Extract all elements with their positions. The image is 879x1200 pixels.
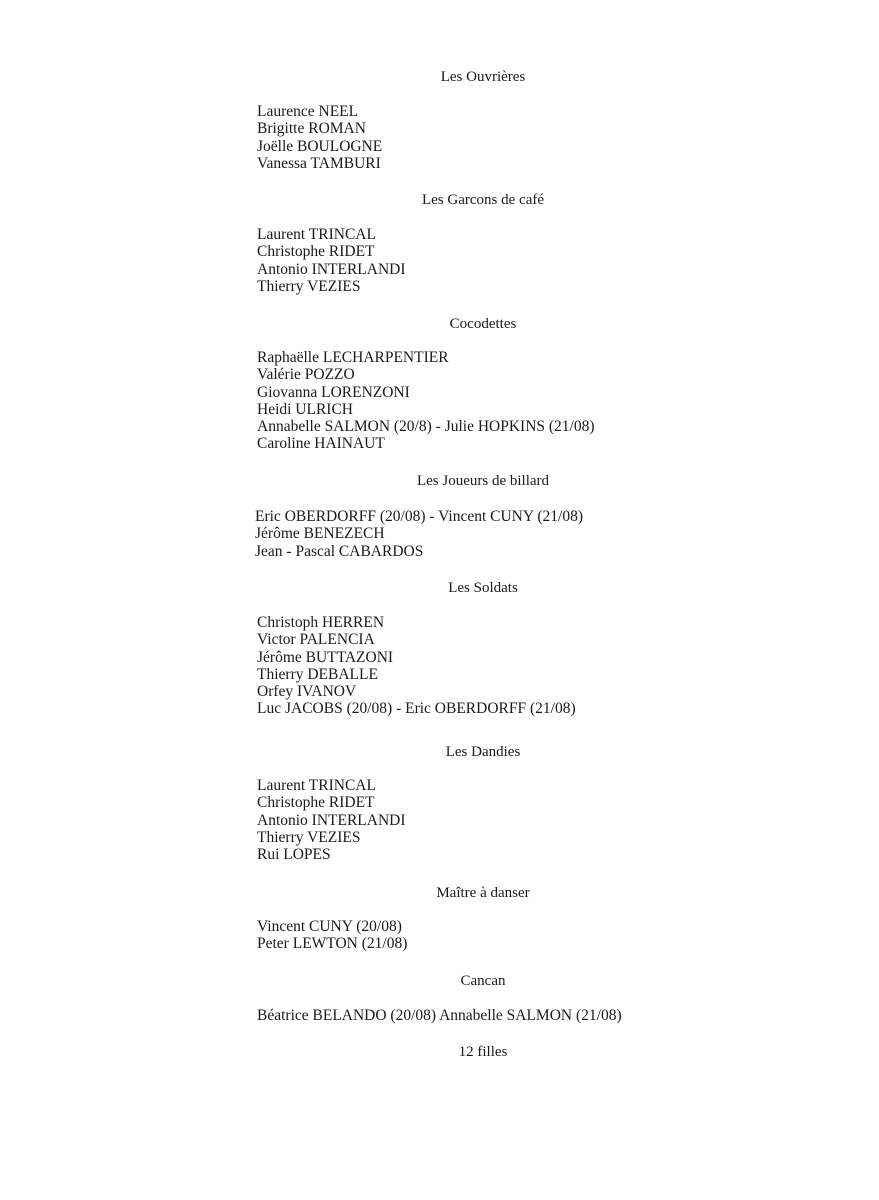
section-heading-dandies: Les Dandies [445,744,521,760]
cast-name: Christophe RIDET [257,794,375,812]
cast-name: Laurence NEEL [257,103,359,120]
section-heading-cancan: Cancan [460,973,506,989]
cast-name: Vincent CUNY (20/08) [257,918,402,935]
cast-name: Annabelle SALMON (20/8) - Julie HOPKINS (21/08) [257,418,595,436]
cast-name: Raphaëlle LECHARPENTIER [257,349,449,366]
cast-name: Rui LOPES [257,846,331,864]
cast-name: Christophe RIDET [257,243,375,261]
cast-name: Jean - Pascal CABARDOS [255,542,424,560]
cast-name: Joëlle BOULOGNE [257,137,383,155]
cast-name: Thierry VEZIES [257,828,361,846]
cast-name: Peter LEWTON (21/08) [257,935,408,953]
section-heading-12-filles: 12 filles [458,1044,508,1060]
section-names-ouvrieres [257,103,382,172]
cast-name: Jérôme BENEZECH [255,525,385,543]
cast-name: Antonio INTERLANDI [257,811,406,829]
cast-name: Orfey IVANOV [257,683,357,701]
cast-name: Caroline HAINAUT [257,435,385,453]
section-heading-joueurs-de-billard: Les Joueurs de billard [416,473,550,489]
section-names-maitre-a-danser [257,918,407,953]
cast-name: Heidi ULRICH [257,400,354,418]
cast-name: Antonio INTERLANDI [257,260,406,278]
section-names-cocodettes [257,349,595,453]
cast-name: Brigitte ROMAN [257,120,366,138]
cast-name: Béatrice BELANDO (20/08) Annabelle SALMON (21/08) [257,1007,622,1024]
cast-name: Laurent TRINCAL [257,226,376,243]
cast-name: Giovanna LORENZONI [257,383,410,401]
cast-name: Christoph HERREN [257,614,385,631]
section-names-soldats [257,614,576,718]
section-names-cancan [257,1007,622,1024]
section-names-dandies [257,777,406,863]
cast-name: Victor PALENCIA [257,631,375,649]
section-names-joueurs-de-billard [255,508,583,560]
section-heading-ouvrieres: Les Ouvrières [440,69,526,85]
cast-name: Thierry VEZIES [257,277,361,295]
cast-name: Vanessa TAMBURI [257,154,381,172]
cast-name: Luc JACOBS (20/08) - Eric OBERDORFF (21/08) [257,700,576,718]
cast-name: Jérôme BUTTAZONI [257,648,394,666]
section-heading-cocodettes: Cocodettes [449,316,517,332]
cast-name: Thierry DEBALLE [257,665,378,683]
cast-name: Eric OBERDORFF (20/08) - Vincent CUNY (21/08) [255,508,583,525]
section-heading-maitre-a-danser: Maître à danser [436,885,530,901]
section-heading-soldats: Les Soldats [448,580,518,596]
section-heading-garcons-de-cafe: Les Garcons de café [421,192,544,208]
cast-name: Laurent TRINCAL [257,777,376,794]
cast-name: Valérie POZZO [257,366,355,384]
section-names-garcons-de-cafe [257,226,406,295]
